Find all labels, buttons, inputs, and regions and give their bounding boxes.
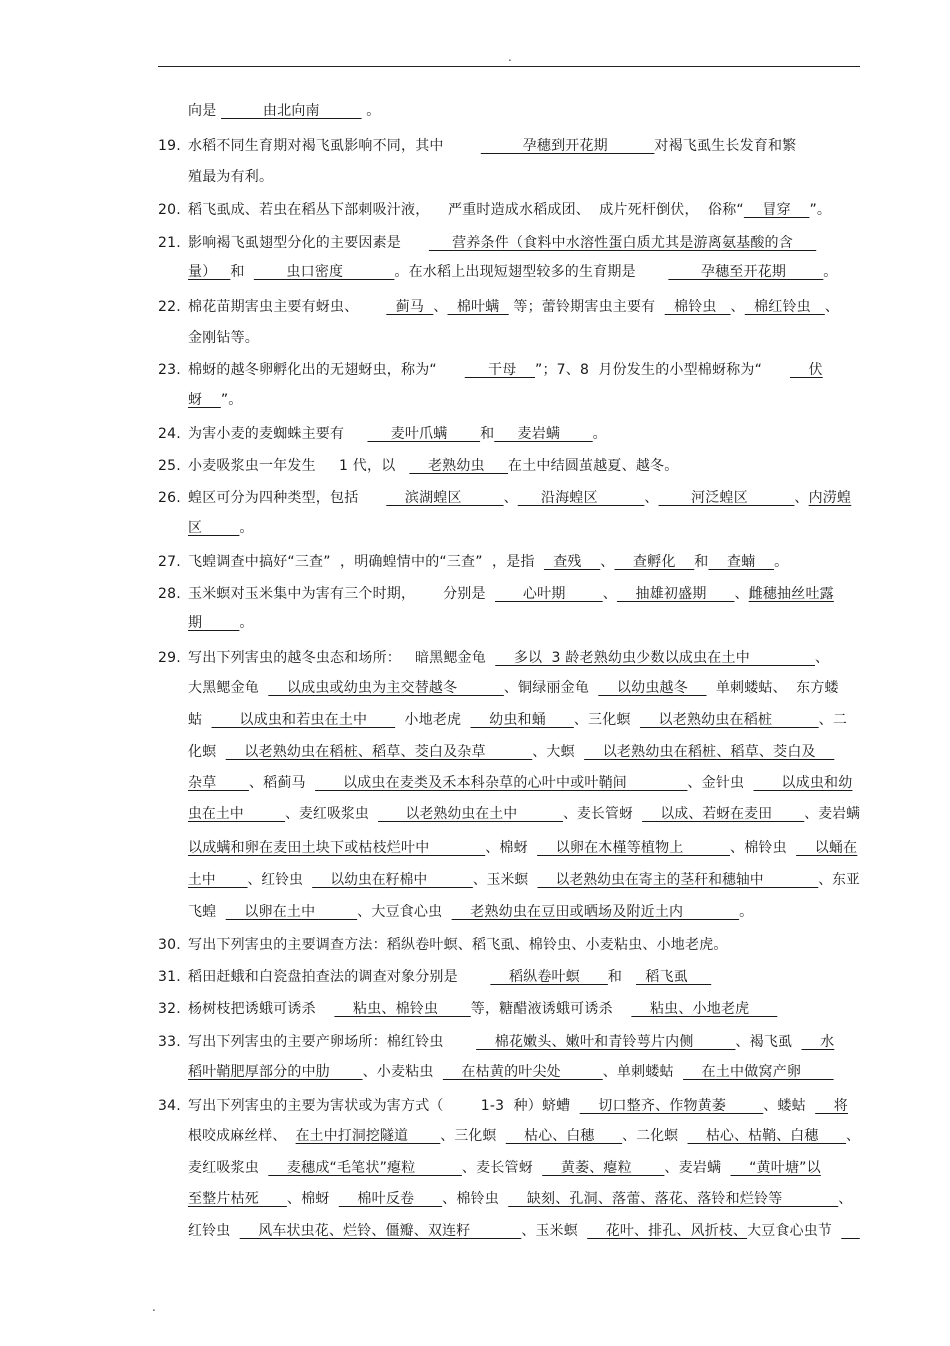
- answer-blank: 黄萎、瘪粒: [542, 1160, 665, 1176]
- question-segment: 。: [361, 103, 381, 119]
- answer-blank: 缺刻、孔洞、落蕾、落花、落铃和烂铃等: [508, 1191, 839, 1207]
- answer-blank: 雌穗抽丝吐露: [748, 586, 834, 602]
- question-segment: 和: [607, 969, 637, 985]
- question-segment: 、蝼蛄: [763, 1098, 816, 1114]
- question-segment: 、麦岩螨: [664, 1160, 731, 1176]
- question-segment: 。: [823, 264, 838, 280]
- question-segment: 、东亚: [818, 872, 860, 888]
- question-segment: 。: [774, 554, 789, 570]
- answer-blank: 多以 3 龄老熟幼虫少数以成虫在土中: [495, 650, 816, 666]
- answer-blank: 棉铃虫: [664, 299, 731, 315]
- question-text: [188, 136, 796, 156]
- question-number: 21.: [158, 235, 181, 251]
- question-text: [188, 167, 273, 187]
- question-number: 26.: [158, 490, 181, 506]
- question-number: 23.: [158, 362, 181, 378]
- answer-blank: 内涝蝗: [808, 490, 852, 506]
- answer-blank: 在土中做窝产卵: [683, 1064, 834, 1080]
- answer-blank: 至整片枯死: [188, 1191, 287, 1207]
- question-segment: 、麦长管蚜: [563, 806, 643, 822]
- question-number: 32.: [158, 1001, 181, 1017]
- question-segment: 大豆食心虫节: [747, 1223, 842, 1239]
- answer-blank: 孕穗至开花期: [668, 264, 824, 280]
- answer-blank: 老熟幼虫: [409, 458, 509, 474]
- question-text: [188, 648, 829, 668]
- answer-blank: 麦穗成“毛笔状”瘪粒: [268, 1160, 462, 1176]
- question-segment: 。在水稻上出现短翅型较多的生育期是: [394, 264, 669, 280]
- answer-blank: 虫口密度: [253, 264, 395, 280]
- question-segment: 、大螟: [532, 744, 585, 760]
- question-segment: 向是: [188, 103, 222, 119]
- question-segment: 、褐飞虱: [735, 1034, 802, 1050]
- question-segment: ”。: [809, 202, 832, 218]
- question-segment: 殖最为有利。: [188, 169, 274, 185]
- answer-blank: 风车状虫花、烂铃、僵瓣、双连籽: [239, 1223, 522, 1239]
- answer-blank: 以老熟幼虫在稻桩、稻草、茭白及: [584, 744, 835, 760]
- question-text: [188, 935, 728, 955]
- question-segment: 、红铃虫: [247, 872, 313, 888]
- question-text: [188, 360, 823, 380]
- question-segment: 棉花苗期害虫主要有蚜虫、: [188, 299, 387, 315]
- answer-blank: 河泛蝗区: [658, 490, 795, 506]
- answer-blank: 以成虫在麦类及禾本科杂草的心叶中或叶鞘间: [315, 775, 688, 791]
- question-text: [188, 1158, 821, 1178]
- answer-blank: 棉红铃虫: [744, 299, 825, 315]
- question-segment: 影响褐飞虱翅型分化的主要因素是: [188, 235, 429, 251]
- question-segment: 、麦长管蚜: [461, 1160, 543, 1176]
- answer-blank: 以幼虫越冬: [598, 680, 707, 696]
- question-segment: 、大豆食心虫: [357, 904, 452, 920]
- answer-blank: 营养条件（食料中水溶性蛋白质尤其是游离氨基酸的含: [428, 235, 817, 251]
- question-text: [188, 584, 834, 604]
- question-text: [188, 710, 847, 730]
- question-segment: 蝗区可分为四种类型，包括: [188, 490, 387, 506]
- question-segment: 、单刺蝼蛄: [602, 1064, 684, 1080]
- question-segment: 、: [794, 490, 809, 506]
- question-text: [188, 967, 711, 987]
- question-segment: 玉米螟对玉米集中为害有三个时期， 分别是: [188, 586, 496, 602]
- question-segment: 、小麦粘虫: [362, 1064, 443, 1080]
- question-segment: 写出下列害虫的主要调查方法：稻纵卷叶螟、稻飞虱、棉铃虫、小麦粘虫、小地老虎。: [188, 937, 728, 953]
- question-number: 19.: [158, 138, 181, 154]
- question-segment: 、棉铃虫: [730, 840, 797, 856]
- question-segment: 等，糖醋液诱蛾可诱杀: [470, 1001, 632, 1017]
- answer-blank: 粘虫、小地老虎: [631, 1001, 778, 1017]
- question-segment: 小麦吸浆虫一年发生 1 代，以: [188, 458, 410, 474]
- answer-blank: 孕穗到开花期: [480, 138, 655, 154]
- question-segment: 、棉铃虫: [442, 1191, 509, 1207]
- answer-blank: 心叶期: [495, 586, 603, 602]
- answer-blank: 土中: [188, 872, 248, 888]
- answer-blank: 棉花嫩头、嫩叶和青铃萼片内侧: [476, 1034, 736, 1050]
- question-segment: 、棉蚜: [485, 840, 538, 856]
- question-segment: 、玉米螟: [521, 1223, 588, 1239]
- question-segment: 为害小麦的麦蜘蛛主要有: [188, 426, 368, 442]
- question-segment: 和: [694, 554, 709, 570]
- question-segment: 、麦岩螨: [804, 806, 861, 822]
- answer-blank: 以卵在土中: [225, 904, 358, 920]
- question-text: [188, 233, 816, 253]
- question-text: [188, 742, 834, 762]
- answer-blank: 以老熟幼虫在土中: [378, 806, 564, 822]
- answer-blank: 老熟幼虫在豆田或晒场及附近土内: [451, 904, 740, 920]
- question-segment: 大黑鳃金龟: [188, 680, 269, 696]
- answer-blank: 冒穿: [743, 202, 810, 218]
- question-segment: 小地老虎: [395, 712, 471, 728]
- question-segment: 、稻蓟马: [248, 775, 316, 791]
- question-segment: 写出下列害虫的越冬虫态和场所： 暗黑鳃金龟: [188, 650, 496, 666]
- question-text: [188, 773, 852, 793]
- question-number: 25.: [158, 458, 181, 474]
- question-segment: ”；7、8 月份发生的小型棉蚜称为“: [535, 362, 790, 378]
- question-segment: 麦红吸浆虫: [188, 1160, 269, 1176]
- answer-blank: 查蝻: [708, 554, 775, 570]
- question-segment: 水稻不同生育期对褐飞虱影响不同，其中: [188, 138, 481, 154]
- question-text: [188, 424, 607, 444]
- answer-blank: 以成螨和卵在麦田土块下或枯枝烂叶中: [188, 840, 486, 856]
- question-segment: 红铃虫: [188, 1223, 240, 1239]
- answer-blank: 查残: [543, 554, 601, 570]
- question-number: 27.: [158, 554, 181, 570]
- question-segment: 、: [433, 299, 448, 315]
- question-text: [188, 804, 860, 824]
- answer-blank: 以老熟幼虫在稻桩: [639, 712, 819, 728]
- question-segment: 、铜绿丽金龟: [503, 680, 599, 696]
- question-segment: 、: [815, 650, 830, 666]
- question-text: [188, 552, 788, 572]
- answer-blank: 查孵化: [614, 554, 695, 570]
- question-number: 31.: [158, 969, 181, 985]
- answer-blank: 以老熟幼虫在稻桩、稻草、茭白及杂草: [225, 744, 533, 760]
- question-segment: 稻飞虱成、若虫在稻丛下部刺吸汁液， 严重时造成水稻成团、 成片死杆倒伏， 俗称“: [188, 202, 744, 218]
- answer-blank: 花叶、排孔、风折枝、: [587, 1223, 748, 1239]
- question-text: [188, 870, 860, 890]
- answer-blank: 棉叶螨: [447, 299, 509, 315]
- question-segment: 。: [592, 426, 607, 442]
- question-text: [188, 999, 777, 1019]
- question-segment: 等；蕾铃期害虫主要有: [508, 299, 665, 315]
- answer-blank: [841, 1221, 860, 1241]
- question-text: [188, 101, 380, 121]
- answer-blank: 以老熟幼虫在寄主的茎秆和穗轴中: [537, 872, 819, 888]
- question-number: 29.: [158, 650, 181, 666]
- answer-blank: 麦岩螨: [494, 426, 593, 442]
- answer-blank: 麦叶爪螨: [367, 426, 481, 442]
- question-segment: 根咬成麻丝样、: [188, 1128, 296, 1144]
- question-number: 33.: [158, 1034, 181, 1050]
- question-segment: 飞蝗调查中搞好“三查” ，明确蝗情中的“三查” ，是指: [188, 554, 544, 570]
- header-rule: [158, 66, 860, 67]
- question-text: [188, 613, 254, 633]
- question-segment: 和: [480, 426, 495, 442]
- question-text: [188, 262, 838, 282]
- answer-blank: 滨湖蝗区: [386, 490, 504, 506]
- answer-blank: 以成虫和幼: [753, 775, 853, 791]
- question-segment: 、: [734, 586, 749, 602]
- answer-blank: 枯心、白穗: [505, 1128, 623, 1144]
- question-text: [188, 838, 857, 858]
- question-segment: ”。: [220, 392, 243, 408]
- answer-blank: 水: [801, 1034, 835, 1050]
- question-text: [188, 518, 254, 538]
- question-segment: 和: [230, 264, 254, 280]
- question-text: [188, 200, 831, 220]
- answer-blank: 在枯黄的叶尖处: [442, 1064, 603, 1080]
- question-text: [188, 1032, 834, 1052]
- question-segment: 写出下列害虫的主要产卵场所：棉红铃虫: [188, 1034, 477, 1050]
- question-segment: 杨树枝把诱蛾可诱杀: [188, 1001, 335, 1017]
- answer-blank: 稻叶鞘肥厚部分的中肋: [188, 1064, 363, 1080]
- question-segment: 、: [846, 1128, 861, 1144]
- question-segment: 在土中结圆茧越夏、越冬。: [508, 458, 679, 474]
- answer-blank: 期: [188, 615, 240, 631]
- answer-blank: 由北向南: [221, 103, 362, 119]
- question-segment: 单刺蝼蛄、 东方蝼: [706, 680, 839, 696]
- answer-blank: 伏: [789, 362, 823, 378]
- answer-blank: 蓟马: [386, 299, 434, 315]
- question-segment: 蛄: [188, 712, 212, 728]
- question-segment: 、棉蚜: [286, 1191, 339, 1207]
- question-text: [188, 488, 851, 508]
- question-segment: 。: [739, 904, 754, 920]
- question-text: [188, 1126, 860, 1146]
- answer-blank: 干母: [464, 362, 536, 378]
- question-segment: 棉蚜的越冬卵孵化出的无翅蚜虫，称为“: [188, 362, 465, 378]
- question-segment: 对褐飞虱生长发育和繁: [654, 138, 797, 154]
- answer-blank: 以蛹在: [796, 840, 858, 856]
- answer-blank: 以幼虫在籽棉中: [312, 872, 473, 888]
- question-text: [188, 1189, 852, 1209]
- question-text: [188, 297, 839, 317]
- answer-blank: 以成虫和若虫在土中: [211, 712, 396, 728]
- question-segment: 、金针虫: [687, 775, 754, 791]
- question-number: 30.: [158, 937, 181, 953]
- question-segment: 飞蝗: [188, 904, 226, 920]
- question-segment: 、三化螟: [440, 1128, 506, 1144]
- answer-blank: 以成、若蚜在麦田: [642, 806, 805, 822]
- question-segment: 、: [503, 490, 518, 506]
- question-segment: 稻田赶蛾和白瓷盘拍查法的调查对象分别是: [188, 969, 491, 985]
- answer-blank: 枯心、枯鞘、白穗: [687, 1128, 847, 1144]
- answer-blank: 以成虫或幼虫为主交替越冬: [268, 680, 504, 696]
- question-number: 28.: [158, 586, 181, 602]
- question-text: [188, 678, 839, 698]
- question-text: [188, 1221, 860, 1241]
- question-text: [188, 328, 259, 348]
- answer-blank: 虫在土中: [188, 806, 286, 822]
- answer-blank: 幼虫和蛹: [470, 712, 574, 728]
- answer-blank: 稻纵卷叶螟: [490, 969, 608, 985]
- question-segment: 、: [600, 554, 615, 570]
- question-number: 24.: [158, 426, 181, 442]
- question-segment: 。: [239, 520, 254, 536]
- question-segment: 、: [644, 490, 659, 506]
- answer-blank: “黄叶塘”以: [730, 1160, 821, 1176]
- question-text: [188, 1062, 834, 1082]
- question-segment: 、麦红吸浆虫: [285, 806, 379, 822]
- question-segment: 金刚钻等。: [188, 330, 259, 346]
- question-text: [188, 902, 753, 922]
- answer-blank: 棉叶反卷: [338, 1191, 443, 1207]
- question-text: [188, 390, 242, 410]
- question-number: 34.: [158, 1098, 181, 1114]
- question-segment: 化螟: [188, 744, 226, 760]
- question-segment: 、: [602, 586, 617, 602]
- answer-blank: 切口整齐、作物黄萎: [579, 1098, 764, 1114]
- header-mark: .: [508, 50, 512, 64]
- answer-blank: 稻飞虱: [636, 969, 712, 985]
- answer-blank: 以卵在木槿等植物上: [537, 840, 731, 856]
- answer-blank: 蚜: [188, 392, 221, 408]
- answer-blank: 区: [188, 520, 240, 536]
- question-segment: 。: [239, 615, 254, 631]
- answer-blank: 量）: [188, 264, 231, 280]
- question-segment: 、三化螟: [573, 712, 640, 728]
- question-text: [188, 456, 678, 476]
- answer-blank: 将: [815, 1098, 848, 1114]
- question-segment: 、玉米螟: [472, 872, 538, 888]
- answer-blank: 抽雄初盛期: [616, 586, 735, 602]
- footer-mark: .: [152, 1300, 156, 1314]
- answer-blank: 杂草: [188, 775, 249, 791]
- question-segment: 、二化螟: [622, 1128, 688, 1144]
- question-segment: 写出下列害虫的主要为害状或为害方式（ 1-3 种）蛴螬: [188, 1098, 580, 1114]
- question-text: [188, 1096, 848, 1116]
- question-number: 20.: [158, 202, 181, 218]
- question-segment: 、: [730, 299, 745, 315]
- question-segment: 、二: [818, 712, 848, 728]
- question-segment: 、: [824, 299, 840, 315]
- answer-blank: 沿海蝗区: [517, 490, 645, 506]
- question-number: 22.: [158, 299, 181, 315]
- question-segment: 、: [838, 1191, 853, 1207]
- answer-blank: 在土中打洞挖隧道: [295, 1128, 441, 1144]
- answer-blank: 粘虫、棉铃虫: [334, 1001, 471, 1017]
